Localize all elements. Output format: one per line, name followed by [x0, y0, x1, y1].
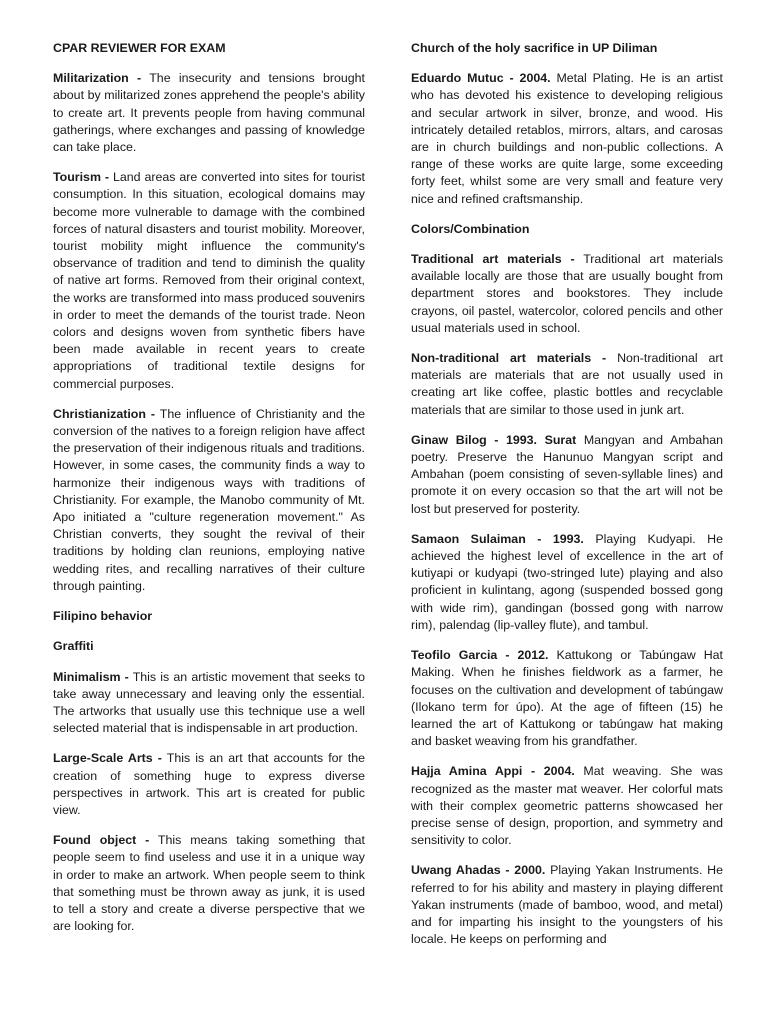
entry-body: This is an art that accounts for the creation of something huge to express diverse perspectives in artwork. This art is created for public view. — [53, 751, 366, 817]
entry-term: Tourism - — [53, 170, 110, 185]
entry-militarization — [53, 70, 365, 156]
entry-non-traditional-materials — [411, 350, 723, 419]
entry-uwang-ahadas — [411, 862, 723, 948]
entry-term: Hajja Amina Appi - 2004. — [411, 764, 575, 779]
entry-body: The influence of Christianity and the conversion of the natives to a foreign religion have affect the preservation of their indigenous rituals and traditions. However, in some cases, the community finds a way to harmonize their indigenous ways with traditions of Christianity. For example, the Manobo community of Mt. Apo initiated a "culture regeneration movement." As Christian converts, they sought the revival of their traditions by holding clan reunions, employing native wedding rites, and recalling narratives of their culture through painting. — [53, 406, 365, 593]
entry-body: This means taking something that people seem to find useless and use it in a unique way in order to make an artwork. When people seem to think that something must be thrown away as junk, it is used to tell a story and create a diverse perspective that we are looking for. — [53, 833, 365, 934]
right-column — [411, 40, 723, 961]
entry-teofilo-garcia — [411, 647, 723, 750]
entry-minimalism — [53, 669, 365, 738]
entry-body: Playing Yakan Instruments. He referred to for his ability and mastery in playing different Yakan instruments (made of bamboo, wood, and metal) and for imparting his insight to the youngsters of his locale. He keeps on performing and — [411, 863, 723, 947]
entry-body: The insecurity and tensions brought about by militarized zones apprehend the people's ability to create art. It prevents people from having communal gatherings, where exchanges and passing of knowledge can take place. — [53, 71, 365, 155]
entry-body: Mat weaving. She was recognized as the master mat weaver. Her colorful mats with their complex geometric patterns showcased her precise sense of design, proportion, and symmetry and sensitivity to color. — [411, 764, 723, 848]
entry-christianization — [53, 406, 365, 595]
entry-term: Samaon Sulaiman - 1993. — [411, 531, 584, 546]
entry-term: Found object - — [53, 833, 150, 848]
entry-found-object — [53, 832, 365, 935]
entry-term: Uwang Ahadas - 2000. — [411, 863, 546, 878]
entry-ginaw-bilog — [411, 432, 723, 518]
entry-body: Kattukong or Tabúngaw Hat Making. When he finishes fieldwork as a farmer, he focuses on the cultivation and development of tabúngaw (Ilokano term for úpo). At the age of fifteen (15) he learned the art of Kattukong or tabúngaw hat making and basket weaving from his grandfather. — [411, 648, 723, 749]
section-heading-graffiti: Graffiti — [53, 639, 94, 654]
section-heading-filipino-behavior: Filipino behavior — [53, 609, 153, 624]
entry-term: Teofilo Garcia - 2012. — [411, 648, 549, 663]
entry-body: Mangyan and Ambahan poetry. Preserve the Hanunuo Mangyan script and Ambahan (poem consisting of seven-syllable lines) and promote it on every occasion so that the art will not be lost but preserved for posterity. — [411, 432, 723, 516]
entry-body: Playing Kudyapi. He achieved the highest level of excellence in the art of kutiyapi or kudyapi (two-stringed lute) playing and also proficient in kulintang, agong (suspended bossed gong with wide rim), gandingan (bossed gong with narrow rim), palendag (lip-valley flute), and tambul. — [411, 531, 723, 632]
entry-body: Land areas are converted into sites for tourist consumption. In this situation, ecological domains may become more vulnerable to damage with the combined forces of natural disasters and tourist mobility. Moreover, tourist mobility might influence the community's observance of tradition and tend to diminish the quality of native art forms. Removed from their original context, the works are transformed into mass produced souvenirs in order to meet the demands of the tourist trade. Neon colors and designs woven from synthetic fibers have been made available in recent years to create appropriations of traditional textile designs for commercial purposes. — [53, 170, 365, 391]
section-heading-church: Church of the holy sacrifice in UP Diliman — [411, 41, 658, 55]
document-title: CPAR REVIEWER FOR EXAM — [53, 41, 226, 55]
entry-traditional-materials — [411, 251, 723, 337]
entry-large-scale-arts — [53, 750, 365, 819]
entry-body: Metal Plating. He is an artist who has devoted his existence to developing religious and secular artwork in silver, bronze, and wood. His intricately detailed retablos, mirrors, altars, and carosas are in church buildings and non-public collections. A range of these works are quite large, some exceeding forty feet, whilst some are very small and feature very nice and refined craftsmanship. — [411, 71, 723, 206]
entry-term: Ginaw Bilog - 1993. Surat — [411, 432, 577, 447]
entry-body: Traditional art materials available locally are those that are usually bought from department stores and bookstores. They include crayons, oil pastel, watercolor, colored pencils and other usual materials used in school. — [411, 252, 724, 335]
section-heading-colors: Colors/Combination — [411, 221, 530, 236]
entry-term: Eduardo Mutuc - 2004. — [411, 71, 551, 86]
entry-term: Traditional art materials - — [411, 252, 575, 267]
entry-term: Militarization - — [53, 71, 142, 86]
entry-term: Large-Scale Arts - — [53, 751, 162, 766]
entry-term: Minimalism - — [53, 669, 129, 684]
entry-tourism — [53, 169, 365, 393]
entry-body: This is an artistic movement that seeks to take away unnecessary and leaving only the essential. The artworks that usually use this technique use a well selected material that is indispensable in art production. — [53, 669, 366, 736]
entry-term: Christianization - — [53, 406, 156, 421]
entry-body: Non-traditional art materials are materials that are not usually used in creating art like coffee, plastic bottles and recyclable materials that are similar to those used in junk art. — [411, 351, 723, 417]
entry-term: Non-traditional art materials - — [411, 351, 607, 366]
left-column — [53, 40, 365, 948]
entry-samaon-sulaiman — [411, 531, 723, 634]
entry-eduardo-mutuc — [411, 70, 723, 208]
entry-hajja-amina-appi — [411, 763, 723, 849]
